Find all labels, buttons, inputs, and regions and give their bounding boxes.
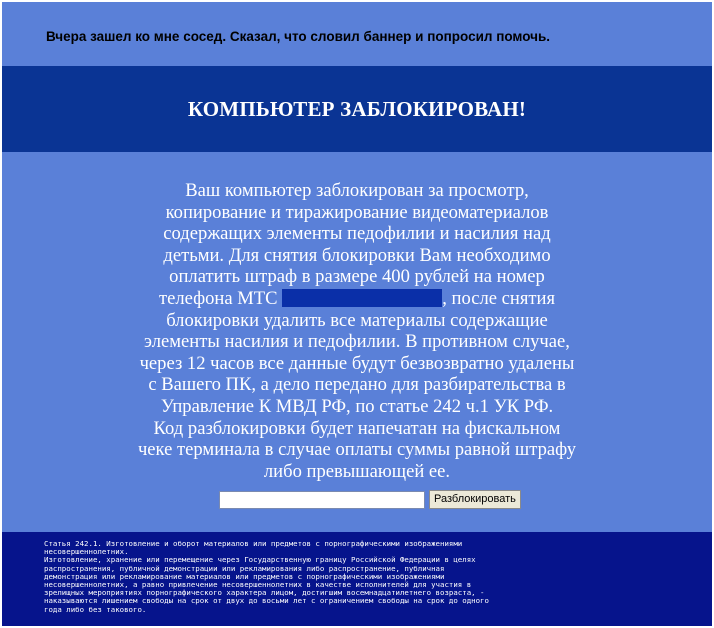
message-line: с Вашего ПК, а дело передано для разбирательства в — [148, 374, 566, 396]
ransom-message — [82, 180, 632, 482]
message-phone-line — [82, 288, 632, 310]
law-line: Изготовление, хранение или перемещение через Государственную границу Российской Федерации в целях — [44, 555, 476, 565]
unlock-button[interactable]: Разблокировать — [429, 490, 521, 509]
message-line: детьми. Для снятия блокировки Вам необходимо — [163, 244, 551, 266]
message-line: оплатить штраф в размере 400 рублей на номер — [169, 266, 545, 288]
phone-suffix: , после снятия — [442, 287, 556, 309]
phone-prefix: телефона МТС — [158, 287, 278, 309]
law-line: наказываются лишением свободы на срок от двух до восьми лет с ограничением свободы на срок до одного — [44, 596, 489, 606]
redacted-phone-number — [282, 289, 442, 307]
caption-text: Вчера зашел ко мне сосед. Сказал, что словил баннер и попросил помочь. — [46, 29, 551, 44]
law-line: Статья 242.1. Изготовление и оборот материалов или предметов с порнографическими изображениями — [44, 539, 463, 548]
message-line: Управление К МВД РФ, по статье 242 ч.1 УК РФ. — [160, 395, 554, 417]
message-line: чеке терминала в случае оплаты суммы равной штрафу — [137, 439, 577, 461]
law-line: несовершеннолетних, а равно привлечение несовершеннолетних в качестве исполнителей для участия в — [44, 580, 472, 590]
message-line: копирование и тиражирование видеоматериалов — [165, 201, 549, 223]
law-line: зрелищных мероприятиях порнографического характера лицом, достигшим восемнадцатилетнего возраста, - — [44, 588, 485, 598]
unlock-code-input[interactable] — [219, 491, 425, 509]
law-line: демонстрация или рекламирование материалов или предметов с порнографическими изображениями — [44, 571, 445, 581]
law-line: распространения, публичной демонстрации или рекламирования либо распространение, публичная — [44, 563, 445, 573]
law-article-text — [44, 540, 684, 614]
screenshot-frame — [2, 2, 712, 626]
law-line: года либо без такового. — [44, 604, 147, 614]
message-line: либо превышающей ее. — [263, 460, 451, 482]
banner-title: КОМПЬЮТЕР ЗАБЛОКИРОВАН! — [187, 96, 527, 121]
law-line: несовершеннолетних. — [44, 547, 129, 557]
message-line: через 12 часов все данные будут безвозвратно удалены — [139, 352, 575, 374]
message-line: Ваш компьютер заблокирован за просмотр, — [185, 180, 529, 201]
unlock-form — [219, 490, 521, 509]
message-line: Код разблокировки будет напечатан на фискальном — [153, 417, 561, 439]
law-footer — [2, 532, 712, 626]
message-line: содержащих элементы педофилии и насилия над — [163, 223, 551, 245]
message-line: блокировки удалить все материалы содержащие — [166, 309, 548, 331]
banner-header — [2, 66, 712, 152]
message-line: элементы насилия и педофилии. В противном случае, — [144, 331, 570, 353]
